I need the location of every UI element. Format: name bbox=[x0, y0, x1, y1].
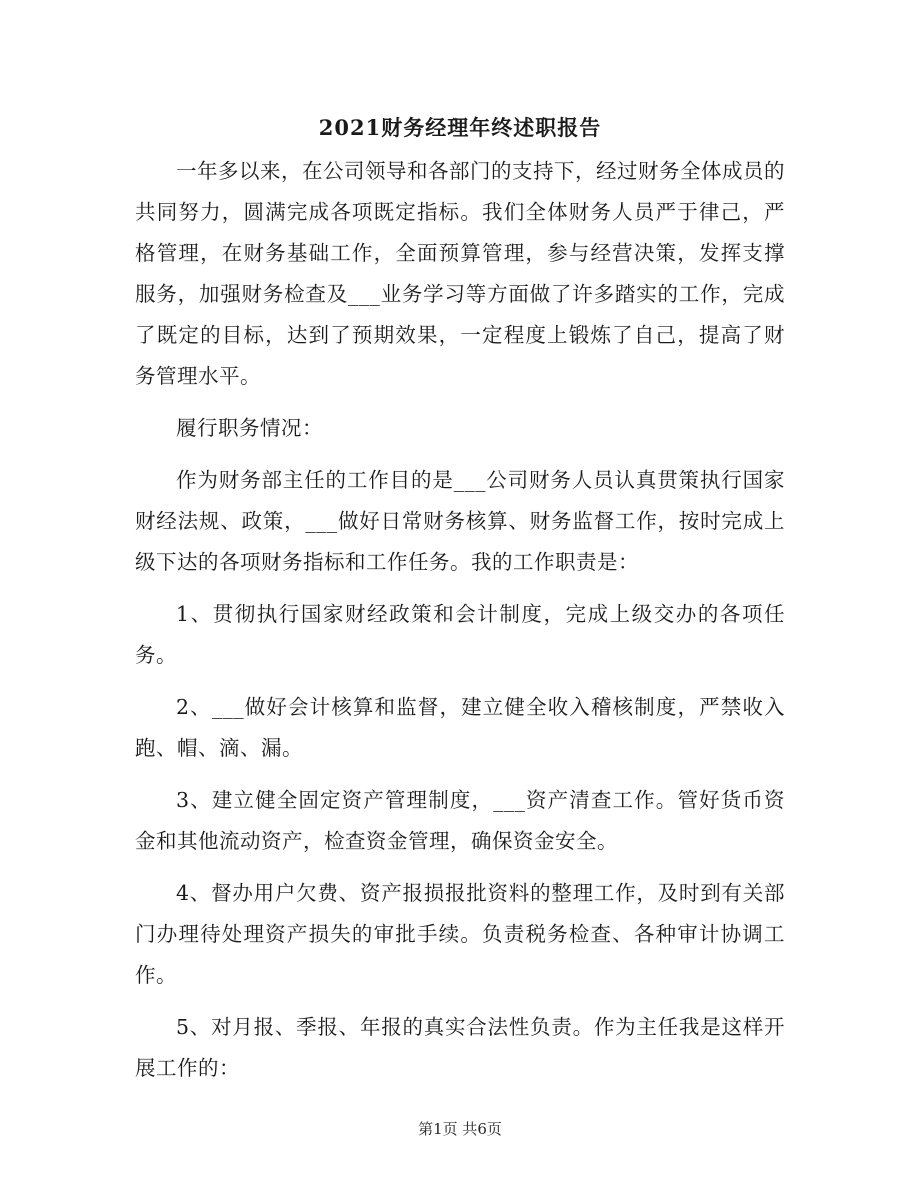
paragraph-item-1: 1、贯彻执行国家财经政策和会计制度，完成上级交办的各项任务。 bbox=[135, 602, 785, 667]
paragraph-item-2: 2、___做好会计核算和监督，建立健全收入稽核制度，严禁收入跑、帽、滴、漏。 bbox=[135, 695, 785, 760]
document-body bbox=[135, 151, 785, 1100]
paragraph-item-3: 3、建立健全固定资产管理制度，___资产清查工作。管好货币资金和其他流动资产，检查资金管理，确保资金安全。 bbox=[135, 788, 785, 853]
paragraph-work-goal: 作为财务部主任的工作目的是___公司财务人员认真贯策执行国家财经法规、政策，___做好日常财务核算、财务监督工作，按时完成上级下达的各项财务指标和工作任务。我的工作职责是： bbox=[135, 468, 785, 574]
page-number-footer: 第1页 共6页 bbox=[418, 1120, 502, 1138]
paragraph-intro: 一年多以来，在公司领导和各部门的支持下，经过财务全体成员的共同努力，圆满完成各项既定指标。我们全体财务人员严于律己，严格管理，在财务基础工作，全面预算管理，参与经营决策，发挥支撑服务，加强财务检查及___业务学习等方面做了许多踏实的工作，完成了既定的目标，达到了预期效果，一定程度上锻炼了自己，提高了财务管理水平。 bbox=[135, 159, 785, 388]
page-title: 2021财务经理年终述职报告 bbox=[318, 115, 602, 140]
paragraph-item-5: 5、对月报、季报、年报的真实合法性负责。作为主任我是这样开展工作的： bbox=[135, 1015, 785, 1080]
paragraph-duties-heading: 履行职务情况： bbox=[176, 416, 323, 440]
paragraph-item-4: 4、督办用户欠费、资产报损报批资料的整理工作，及时到有关部门办理待处理资产损失的审批手续。负责税务检查、各种审计协调工作。 bbox=[135, 881, 785, 987]
